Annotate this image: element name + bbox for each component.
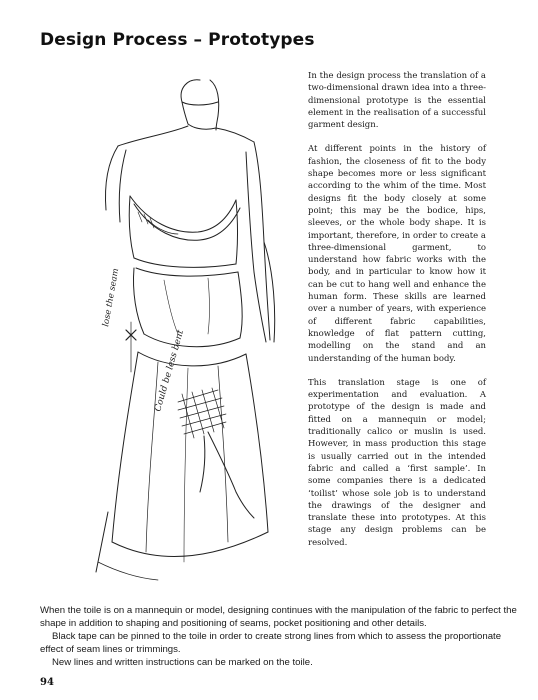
- caption-text: [40, 604, 522, 669]
- caption-line: When the toile is on a mannequin or model, designing continues with the manipulation of the fabric to perfect the shape in addition to shaping and positioning of seams, pocket positioning and other details.: [40, 605, 517, 629]
- sketch-note-less-bent: Could be less bent: [153, 328, 187, 413]
- body-paragraph: At different points in the history of fashion, the closeness of fit to the body shape becomes more or less significant according to the whim of the time. Most designs fit the body closely at some point; this may be the bodice, hips, sleeves, or the whole body shape. It is important, therefore, in order to create a three-dimensional garment, to understand how fabric works with the body, and in particular to know how it can be cut to hang well and enhance the human form. These skills are learned over a number of years, with experience of different fabric capabilities, knowledge of flat pattern cutting, modelling on the stand and an understanding of the human body.: [308, 144, 486, 364]
- sketch-note-lose-seam: lose the seam: [101, 267, 122, 328]
- caption-line: Black tape can be pinned to the toile in order to create strong lines from which to assess the proportionate effect of seam lines or trimmings.: [40, 631, 502, 655]
- caption-line: New lines and written instructions can be marked on the toile.: [52, 657, 313, 668]
- body-text-column: [308, 70, 486, 561]
- body-paragraph: In the design process the translation of a two-dimensional drawn idea into a three-dimensional prototype is the essential element in the realisation of a successful garment design.: [308, 71, 486, 131]
- body-paragraph: This translation stage is one of experimentation and evaluation. A prototype of the design is made and fitted on a mannequin or model; traditionally calico or muslin is used. However, in mass production this stage is usually carried out in the intended fabric and called a ‘first sample’. In some companies there is a dedicated ‘toilist’ whose sole job is to understand the drawings of the designer and translate these into prototypes. At this stage any design problems can be resolved.: [308, 377, 486, 548]
- mannequin-sketch: [78, 72, 308, 592]
- page-title: Design Process – Prototypes: [40, 30, 315, 50]
- page-number: 94: [40, 677, 54, 688]
